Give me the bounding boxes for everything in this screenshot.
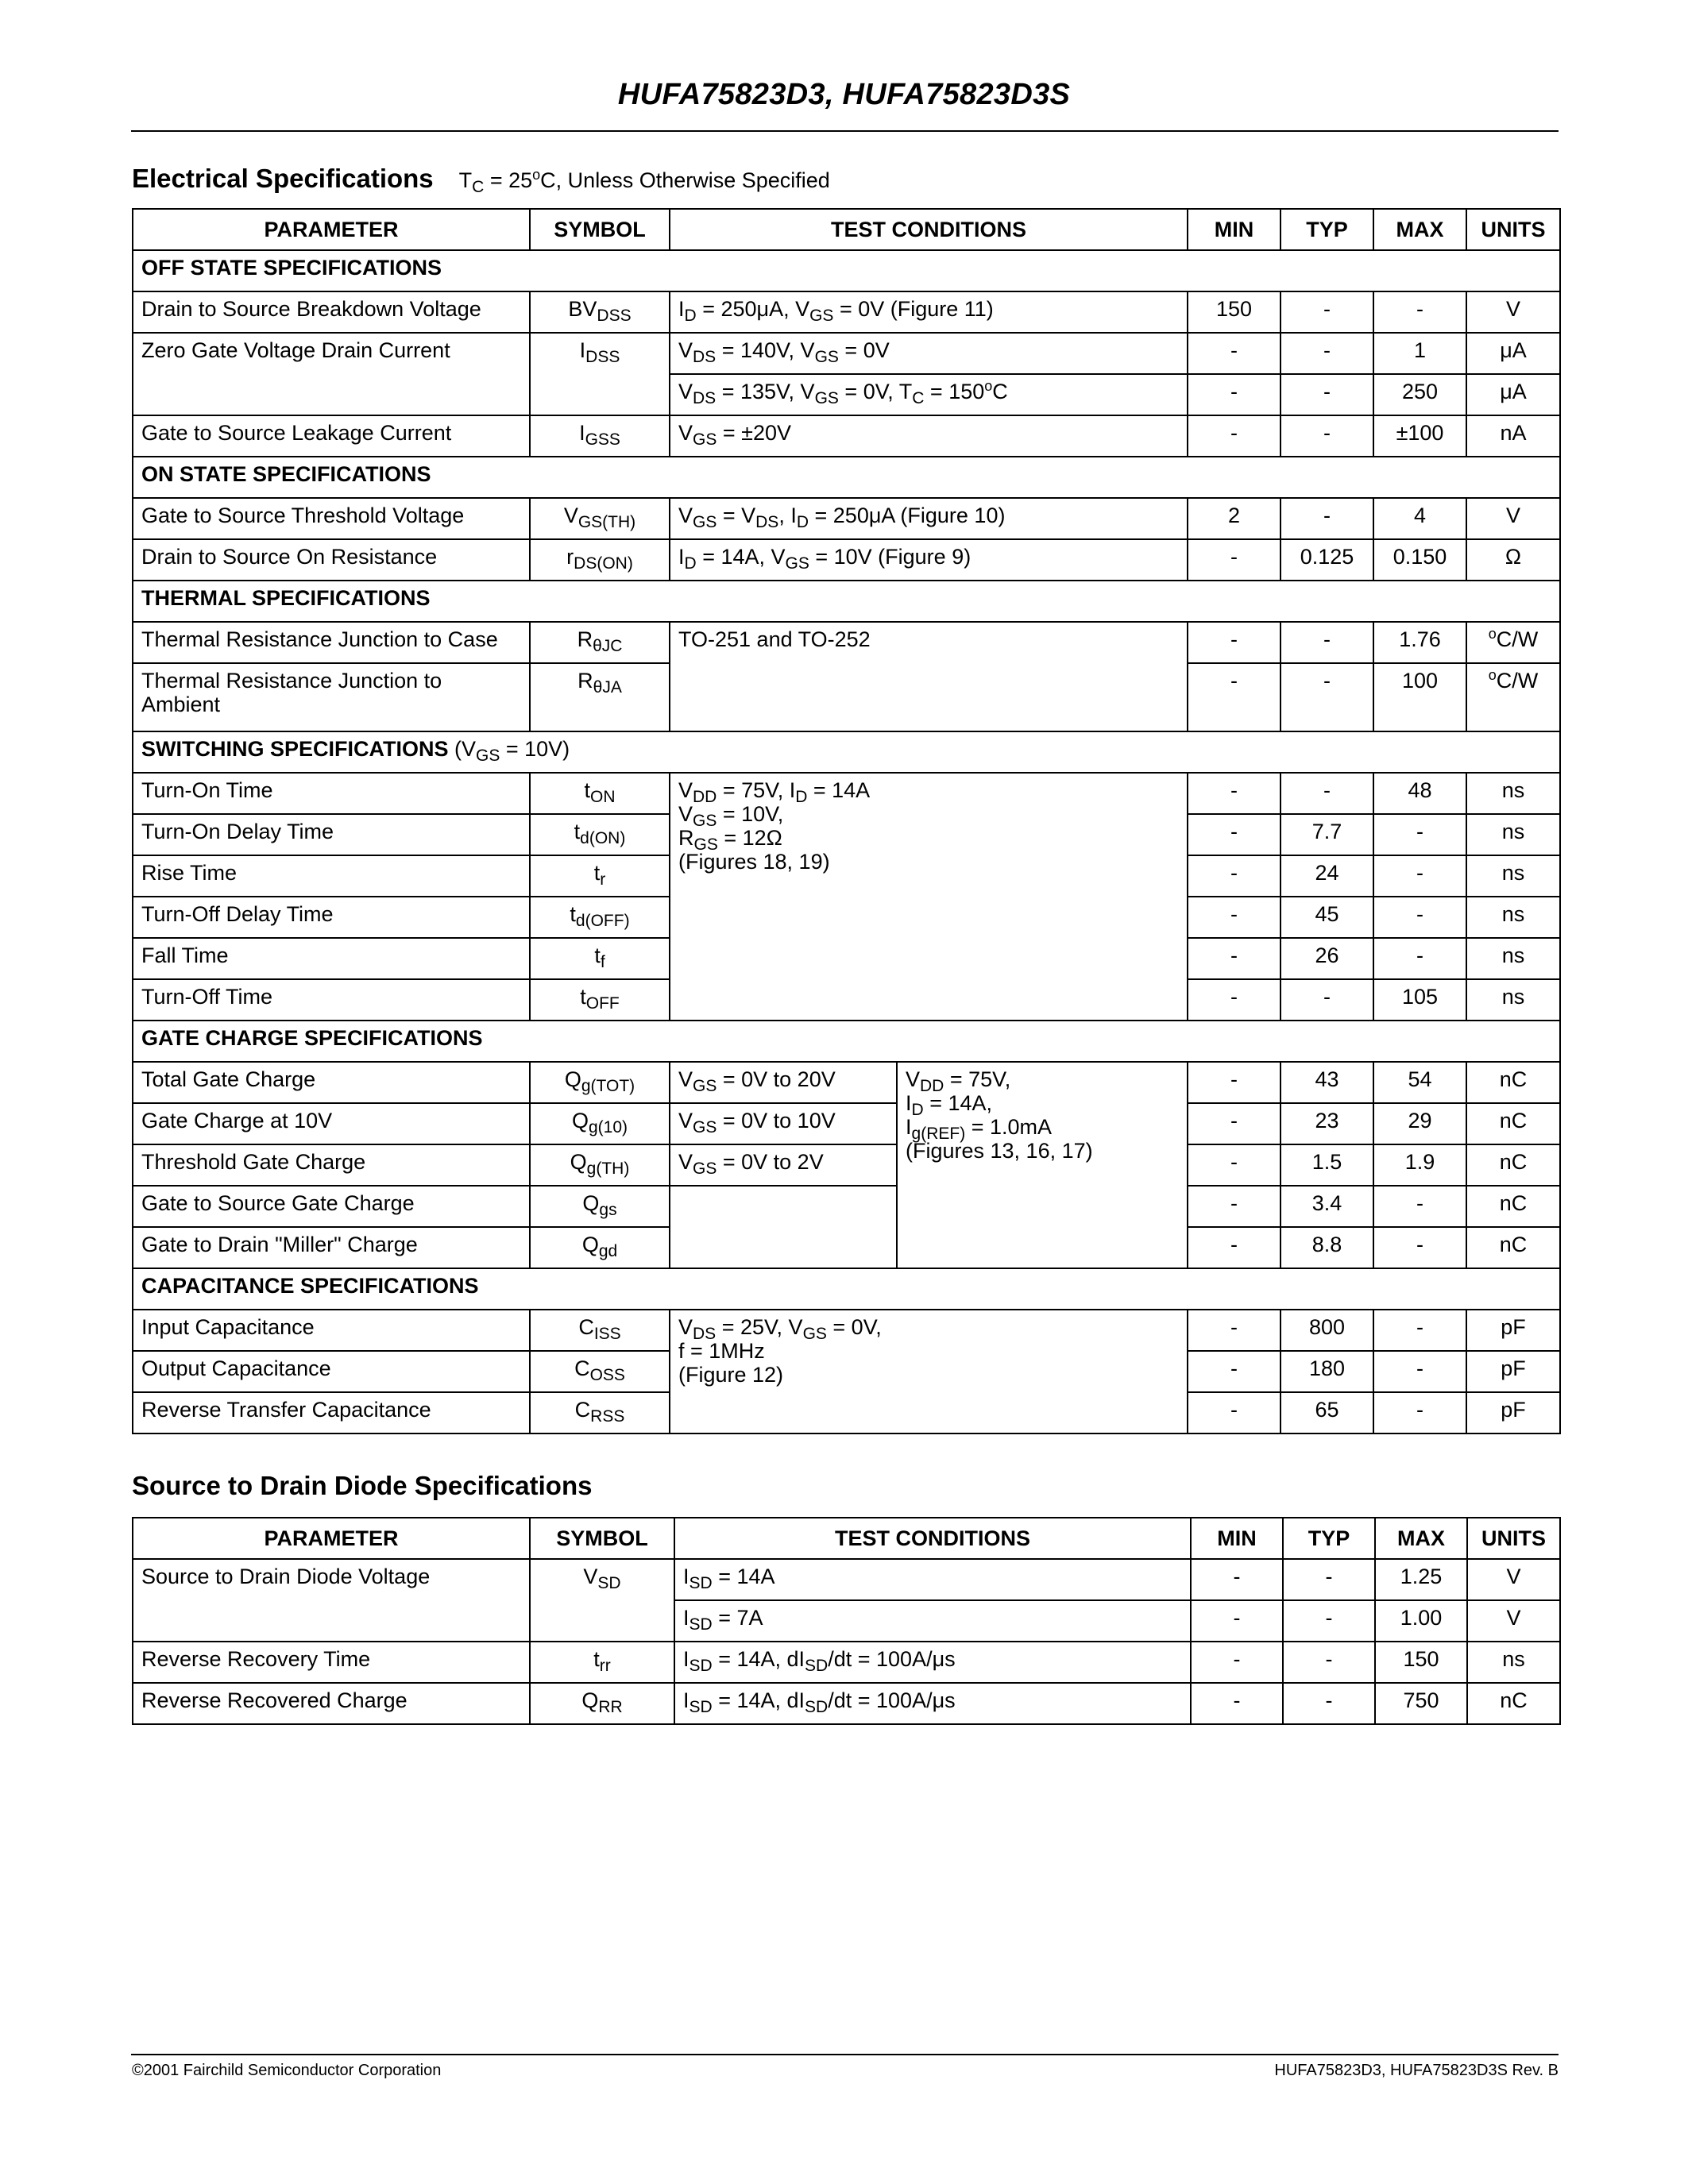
param-cell: Total Gate Charge [133, 1062, 530, 1103]
typ-cell: 7.7 [1280, 814, 1373, 855]
max-cell: 1.00 [1375, 1600, 1467, 1642]
condition-cell: $V_{DS} = 140V$, $V_{GS} = 0V$ [670, 333, 1188, 374]
max-cell: 1.9 [1373, 1144, 1466, 1186]
typ-cell: - [1280, 979, 1373, 1021]
condition-cell: $I_{SD} = 7A$ [674, 1600, 1191, 1642]
col-header: TEST CONDITIONS [670, 209, 1188, 250]
group-title: ON STATE SPECIFICATIONS [133, 457, 1560, 498]
typ-cell: 26 [1280, 938, 1373, 979]
min-cell: - [1188, 773, 1280, 814]
units-cell: $^o$C/W [1466, 622, 1560, 663]
max-cell: - [1373, 1227, 1466, 1268]
max-cell: - [1373, 1351, 1466, 1392]
table-row [133, 1683, 1560, 1724]
max-cell: - [1373, 938, 1466, 979]
units-cell: Ω [1466, 539, 1560, 581]
units-cell: nC [1466, 1227, 1560, 1268]
condition-cell: $I_{SD} = 14A$, $dI_{SD}/dt = 100A/\mu s$ [674, 1642, 1191, 1683]
typ-cell: 65 [1280, 1392, 1373, 1433]
condition-cell: $I_D = 14A$, $V_{GS} = 10V$ (Figure 9) [670, 539, 1188, 581]
param-cell: Drain to Source Breakdown Voltage [133, 291, 530, 333]
typ-cell: - [1283, 1600, 1375, 1642]
min-cell: - [1188, 938, 1280, 979]
symbol-cell: $I_{GSS}$ [530, 415, 670, 457]
symbol-cell: $t_r$ [530, 855, 670, 897]
min-cell: 150 [1188, 291, 1280, 333]
param-cell: Turn-On Time [133, 773, 530, 814]
cap-cond-line: f = 1MHz [678, 1339, 765, 1363]
max-cell: 1 [1373, 333, 1466, 374]
param-cell: Thermal Resistance Junction to Ambient [133, 663, 530, 731]
min-cell: - [1188, 1392, 1280, 1433]
group-row [133, 581, 1560, 622]
col-header: MIN [1188, 209, 1280, 250]
min-cell: - [1191, 1600, 1283, 1642]
col-header: MAX [1373, 209, 1466, 250]
group-title: OFF STATE SPECIFICATIONS [133, 250, 1560, 291]
typ-cell: 180 [1280, 1351, 1373, 1392]
param-cell: Source to Drain Diode Voltage [133, 1559, 530, 1642]
typ-cell: - [1283, 1683, 1375, 1724]
min-cell: - [1188, 1062, 1280, 1103]
typ-cell: 0.125 [1280, 539, 1373, 581]
group-title: CAPACITANCE SPECIFICATIONS [133, 1268, 1560, 1310]
units-cell: pF [1466, 1392, 1560, 1433]
min-cell: - [1188, 1227, 1280, 1268]
max-cell: - [1373, 1310, 1466, 1351]
min-cell: - [1188, 1351, 1280, 1392]
gate-cond-line: (Figures 13, 16, 17) [906, 1139, 1093, 1163]
table-row [133, 333, 1560, 374]
condition-cell: $V_{GS} = 0V$ to 10V [670, 1103, 897, 1144]
electrical-spec-table [132, 208, 1561, 1434]
param-cell: Gate to Source Threshold Voltage [133, 498, 530, 539]
symbol-cell: $t_{rr}$ [530, 1642, 674, 1683]
group-title: SWITCHING SPECIFICATIONS $(V_{GS} = 10V)$ [133, 731, 1560, 773]
table-header-row [133, 209, 1560, 250]
min-cell: - [1188, 1310, 1280, 1351]
footer-copyright: ©2001 Fairchild Semiconductor Corporation [132, 2062, 442, 2079]
units-cell: pF [1466, 1310, 1560, 1351]
min-cell: - [1188, 814, 1280, 855]
electrical-section-title [132, 164, 830, 194]
max-cell: 1.25 [1375, 1559, 1467, 1600]
param-cell: Gate to Source Gate Charge [133, 1186, 530, 1227]
min-cell: - [1188, 1144, 1280, 1186]
group-row [133, 457, 1560, 498]
table-row [133, 1062, 1560, 1103]
max-cell: 250 [1373, 374, 1466, 415]
electrical-title-text: Electrical Specifications [132, 164, 434, 193]
typ-cell: 45 [1280, 897, 1373, 938]
symbol-cell: $t_{ON}$ [530, 773, 670, 814]
col-header: TYP [1283, 1518, 1375, 1559]
table-row [133, 539, 1560, 581]
max-cell: 150 [1375, 1642, 1467, 1683]
table-header-row [133, 1518, 1560, 1559]
units-cell: μA [1466, 333, 1560, 374]
param-cell: Gate to Drain "Miller" Charge [133, 1227, 530, 1268]
max-cell: 0.150 [1373, 539, 1466, 581]
units-cell: nC [1466, 1186, 1560, 1227]
col-header: TEST CONDITIONS [674, 1518, 1191, 1559]
table-row [133, 1559, 1560, 1600]
min-cell: - [1188, 374, 1280, 415]
condition-cell: $V_{GS} = 0V$ to 20V [670, 1062, 897, 1103]
symbol-cell: $t_{d(OFF)}$ [530, 897, 670, 938]
condition-cell [670, 773, 1188, 1021]
electrical-subtitle: $T_C = 25^oC$, Unless Otherwise Specified [458, 167, 830, 196]
typ-cell: - [1280, 333, 1373, 374]
min-cell: - [1188, 1186, 1280, 1227]
param-cell: Rise Time [133, 855, 530, 897]
group-row [133, 1268, 1560, 1310]
group-row [133, 250, 1560, 291]
condition-cell: $V_{GS} = \pm 20V$ [670, 415, 1188, 457]
min-cell: - [1188, 539, 1280, 581]
typ-cell: 3.4 [1280, 1186, 1373, 1227]
max-cell: 29 [1373, 1103, 1466, 1144]
max-cell: 48 [1373, 773, 1466, 814]
units-cell: pF [1466, 1351, 1560, 1392]
units-cell: nC [1466, 1062, 1560, 1103]
symbol-cell: $C_{OSS}$ [530, 1351, 670, 1392]
condition-cell [670, 1186, 897, 1268]
condition-cell: TO-251 and TO-252 [670, 622, 1188, 731]
switching-cond-line: (Figures 18, 19) [678, 850, 830, 874]
min-cell: - [1188, 979, 1280, 1021]
units-cell: nC [1466, 1103, 1560, 1144]
symbol-cell: $Q_{RR}$ [530, 1683, 674, 1724]
units-cell: ns [1466, 938, 1560, 979]
max-cell: ±100 [1373, 415, 1466, 457]
col-header: TYP [1280, 209, 1373, 250]
param-cell: Zero Gate Voltage Drain Current [133, 333, 530, 415]
min-cell: - [1191, 1683, 1283, 1724]
condition-cell: $I_{SD} = 14A$ [674, 1559, 1191, 1600]
typ-cell: 23 [1280, 1103, 1373, 1144]
typ-cell: - [1280, 663, 1373, 731]
typ-cell: - [1280, 773, 1373, 814]
units-cell: ns [1466, 773, 1560, 814]
diode-spec-table [132, 1517, 1561, 1725]
typ-cell: - [1280, 498, 1373, 539]
max-cell: 1.76 [1373, 622, 1466, 663]
cap-cond-line: $V_{DS} = 25V$, $V_{GS} = 0V$, [678, 1315, 882, 1343]
typ-cell: - [1283, 1559, 1375, 1600]
min-cell: - [1188, 1103, 1280, 1144]
param-cell: Thermal Resistance Junction to Case [133, 622, 530, 663]
symbol-cell: $Q_{g(TH)}$ [530, 1144, 670, 1186]
units-cell: ns [1466, 897, 1560, 938]
table-row [133, 415, 1560, 457]
param-cell: Gate to Source Leakage Current [133, 415, 530, 457]
col-header: SYMBOL [530, 1518, 674, 1559]
units-cell: ns [1466, 979, 1560, 1021]
col-header: SYMBOL [530, 209, 670, 250]
max-cell: 4 [1373, 498, 1466, 539]
param-cell: Turn-On Delay Time [133, 814, 530, 855]
col-header: MIN [1191, 1518, 1283, 1559]
col-header: UNITS [1467, 1518, 1560, 1559]
symbol-cell: $t_{d(ON)}$ [530, 814, 670, 855]
units-cell: nC [1466, 1144, 1560, 1186]
gate-shared-condition-cell [897, 1062, 1188, 1268]
symbol-cell: $C_{RSS}$ [530, 1392, 670, 1433]
gate-cond-line: $I_D = 14A$, [906, 1091, 993, 1119]
units-cell: V [1466, 291, 1560, 333]
condition-cell: $I_D = 250\mu A$, $V_{GS} = 0V$ (Figure 11) [670, 291, 1188, 333]
max-cell: 105 [1373, 979, 1466, 1021]
units-cell: ns [1466, 855, 1560, 897]
table-row [133, 1642, 1560, 1683]
switching-cond-line: $V_{GS} = 10V$, [678, 802, 784, 830]
table-row [133, 622, 1560, 663]
min-cell: - [1188, 897, 1280, 938]
param-cell: Output Capacitance [133, 1351, 530, 1392]
footer-rule [131, 2054, 1559, 2055]
table-row [133, 498, 1560, 539]
min-cell: - [1191, 1559, 1283, 1600]
max-cell: - [1373, 814, 1466, 855]
max-cell: - [1373, 855, 1466, 897]
typ-cell: 1.5 [1280, 1144, 1373, 1186]
group-row [133, 1021, 1560, 1062]
col-header: MAX [1375, 1518, 1467, 1559]
switching-cond-line: $R_{GS} = 12\Omega$ [678, 826, 782, 854]
min-cell: - [1188, 622, 1280, 663]
min-cell: - [1188, 415, 1280, 457]
typ-cell: 43 [1280, 1062, 1373, 1103]
condition-cell: $I_{SD} = 14A$, $dI_{SD}/dt = 100A/\mu s$ [674, 1683, 1191, 1724]
condition-cell: $V_{GS} = V_{DS}$, $I_D = 250\mu A$ (Figure 10) [670, 498, 1188, 539]
symbol-cell: $r_{DS(ON)}$ [530, 539, 670, 581]
symbol-cell: $Q_{gs}$ [530, 1186, 670, 1227]
param-cell: Reverse Transfer Capacitance [133, 1392, 530, 1433]
table-row [133, 1103, 1560, 1144]
param-cell: Reverse Recovered Charge [133, 1683, 530, 1724]
diode-section-title: Source to Drain Diode Specifications [132, 1471, 593, 1500]
units-cell: μA [1466, 374, 1560, 415]
param-cell: Threshold Gate Charge [133, 1144, 530, 1186]
typ-cell: 24 [1280, 855, 1373, 897]
cap-cond-line: (Figure 12) [678, 1363, 784, 1387]
table-row [133, 773, 1560, 814]
table-row [133, 291, 1560, 333]
param-cell: Drain to Source On Resistance [133, 539, 530, 581]
max-cell: 100 [1373, 663, 1466, 731]
param-cell: Turn-Off Time [133, 979, 530, 1021]
typ-cell: - [1280, 374, 1373, 415]
group-row [133, 731, 1560, 773]
min-cell: - [1188, 855, 1280, 897]
symbol-cell: $t_{OFF}$ [530, 979, 670, 1021]
min-cell: - [1188, 663, 1280, 731]
max-cell: - [1373, 1392, 1466, 1433]
group-title: GATE CHARGE SPECIFICATIONS [133, 1021, 1560, 1062]
table-row [133, 1310, 1560, 1351]
symbol-cell: $BV_{DSS}$ [530, 291, 670, 333]
min-cell: - [1191, 1642, 1283, 1683]
table-row [133, 1186, 1560, 1227]
typ-cell: 800 [1280, 1310, 1373, 1351]
typ-cell: - [1280, 622, 1373, 663]
symbol-cell: $C_{ISS}$ [530, 1310, 670, 1351]
units-cell: V [1466, 498, 1560, 539]
units-cell: ns [1467, 1642, 1560, 1683]
units-cell: nC [1467, 1683, 1560, 1724]
units-cell: ns [1466, 814, 1560, 855]
typ-cell: 8.8 [1280, 1227, 1373, 1268]
symbol-cell: $Q_{g(10)}$ [530, 1103, 670, 1144]
units-cell: $^o$C/W [1466, 663, 1560, 731]
col-header: PARAMETER [133, 1518, 530, 1559]
max-cell: 750 [1375, 1683, 1467, 1724]
max-cell: - [1373, 897, 1466, 938]
col-header: PARAMETER [133, 209, 530, 250]
gate-cond-line: $V_{DD} = 75V$, [906, 1067, 1011, 1095]
footer-part-revision: HUFA75823D3, HUFA75823D3S Rev. B [1274, 2062, 1559, 2079]
max-cell: - [1373, 1186, 1466, 1227]
units-cell: V [1467, 1559, 1560, 1600]
typ-cell: - [1283, 1642, 1375, 1683]
min-cell: - [1188, 333, 1280, 374]
param-cell: Reverse Recovery Time [133, 1642, 530, 1683]
units-cell: nA [1466, 415, 1560, 457]
page-title: HUFA75823D3, HUFA75823D3S [617, 78, 1071, 111]
table-row [133, 1144, 1560, 1186]
col-header: UNITS [1466, 209, 1560, 250]
typ-cell: - [1280, 415, 1373, 457]
symbol-cell: $R_{\theta JC}$ [530, 622, 670, 663]
group-title: THERMAL SPECIFICATIONS [133, 581, 1560, 622]
symbol-cell: $Q_{g(TOT)}$ [530, 1062, 670, 1103]
condition-cell [670, 1310, 1188, 1433]
symbol-cell: $V_{SD}$ [530, 1559, 674, 1642]
min-cell: 2 [1188, 498, 1280, 539]
param-cell: Input Capacitance [133, 1310, 530, 1351]
switching-cond-line: $V_{DD} = 75V$, $I_D = 14A$ [678, 778, 871, 806]
units-cell: V [1467, 1600, 1560, 1642]
param-cell: Turn-Off Delay Time [133, 897, 530, 938]
symbol-cell: $I_{DSS}$ [530, 333, 670, 415]
condition-cell: $V_{DS} = 135V$, $V_{GS} = 0V$, $T_C = 150^oC$ [670, 374, 1188, 415]
header-rule [131, 130, 1559, 132]
symbol-cell: $R_{\theta JA}$ [530, 663, 670, 731]
param-cell: Fall Time [133, 938, 530, 979]
param-cell: Gate Charge at 10V [133, 1103, 530, 1144]
symbol-cell: $t_f$ [530, 938, 670, 979]
condition-cell: $V_{GS} = 0V$ to 2V [670, 1144, 897, 1186]
max-cell: 54 [1373, 1062, 1466, 1103]
gate-cond-line: $I_{g(REF)} = 1.0mA$ [906, 1115, 1052, 1143]
max-cell: - [1373, 291, 1466, 333]
symbol-cell: $Q_{gd}$ [530, 1227, 670, 1268]
typ-cell: - [1280, 291, 1373, 333]
symbol-cell: $V_{GS(TH)}$ [530, 498, 670, 539]
